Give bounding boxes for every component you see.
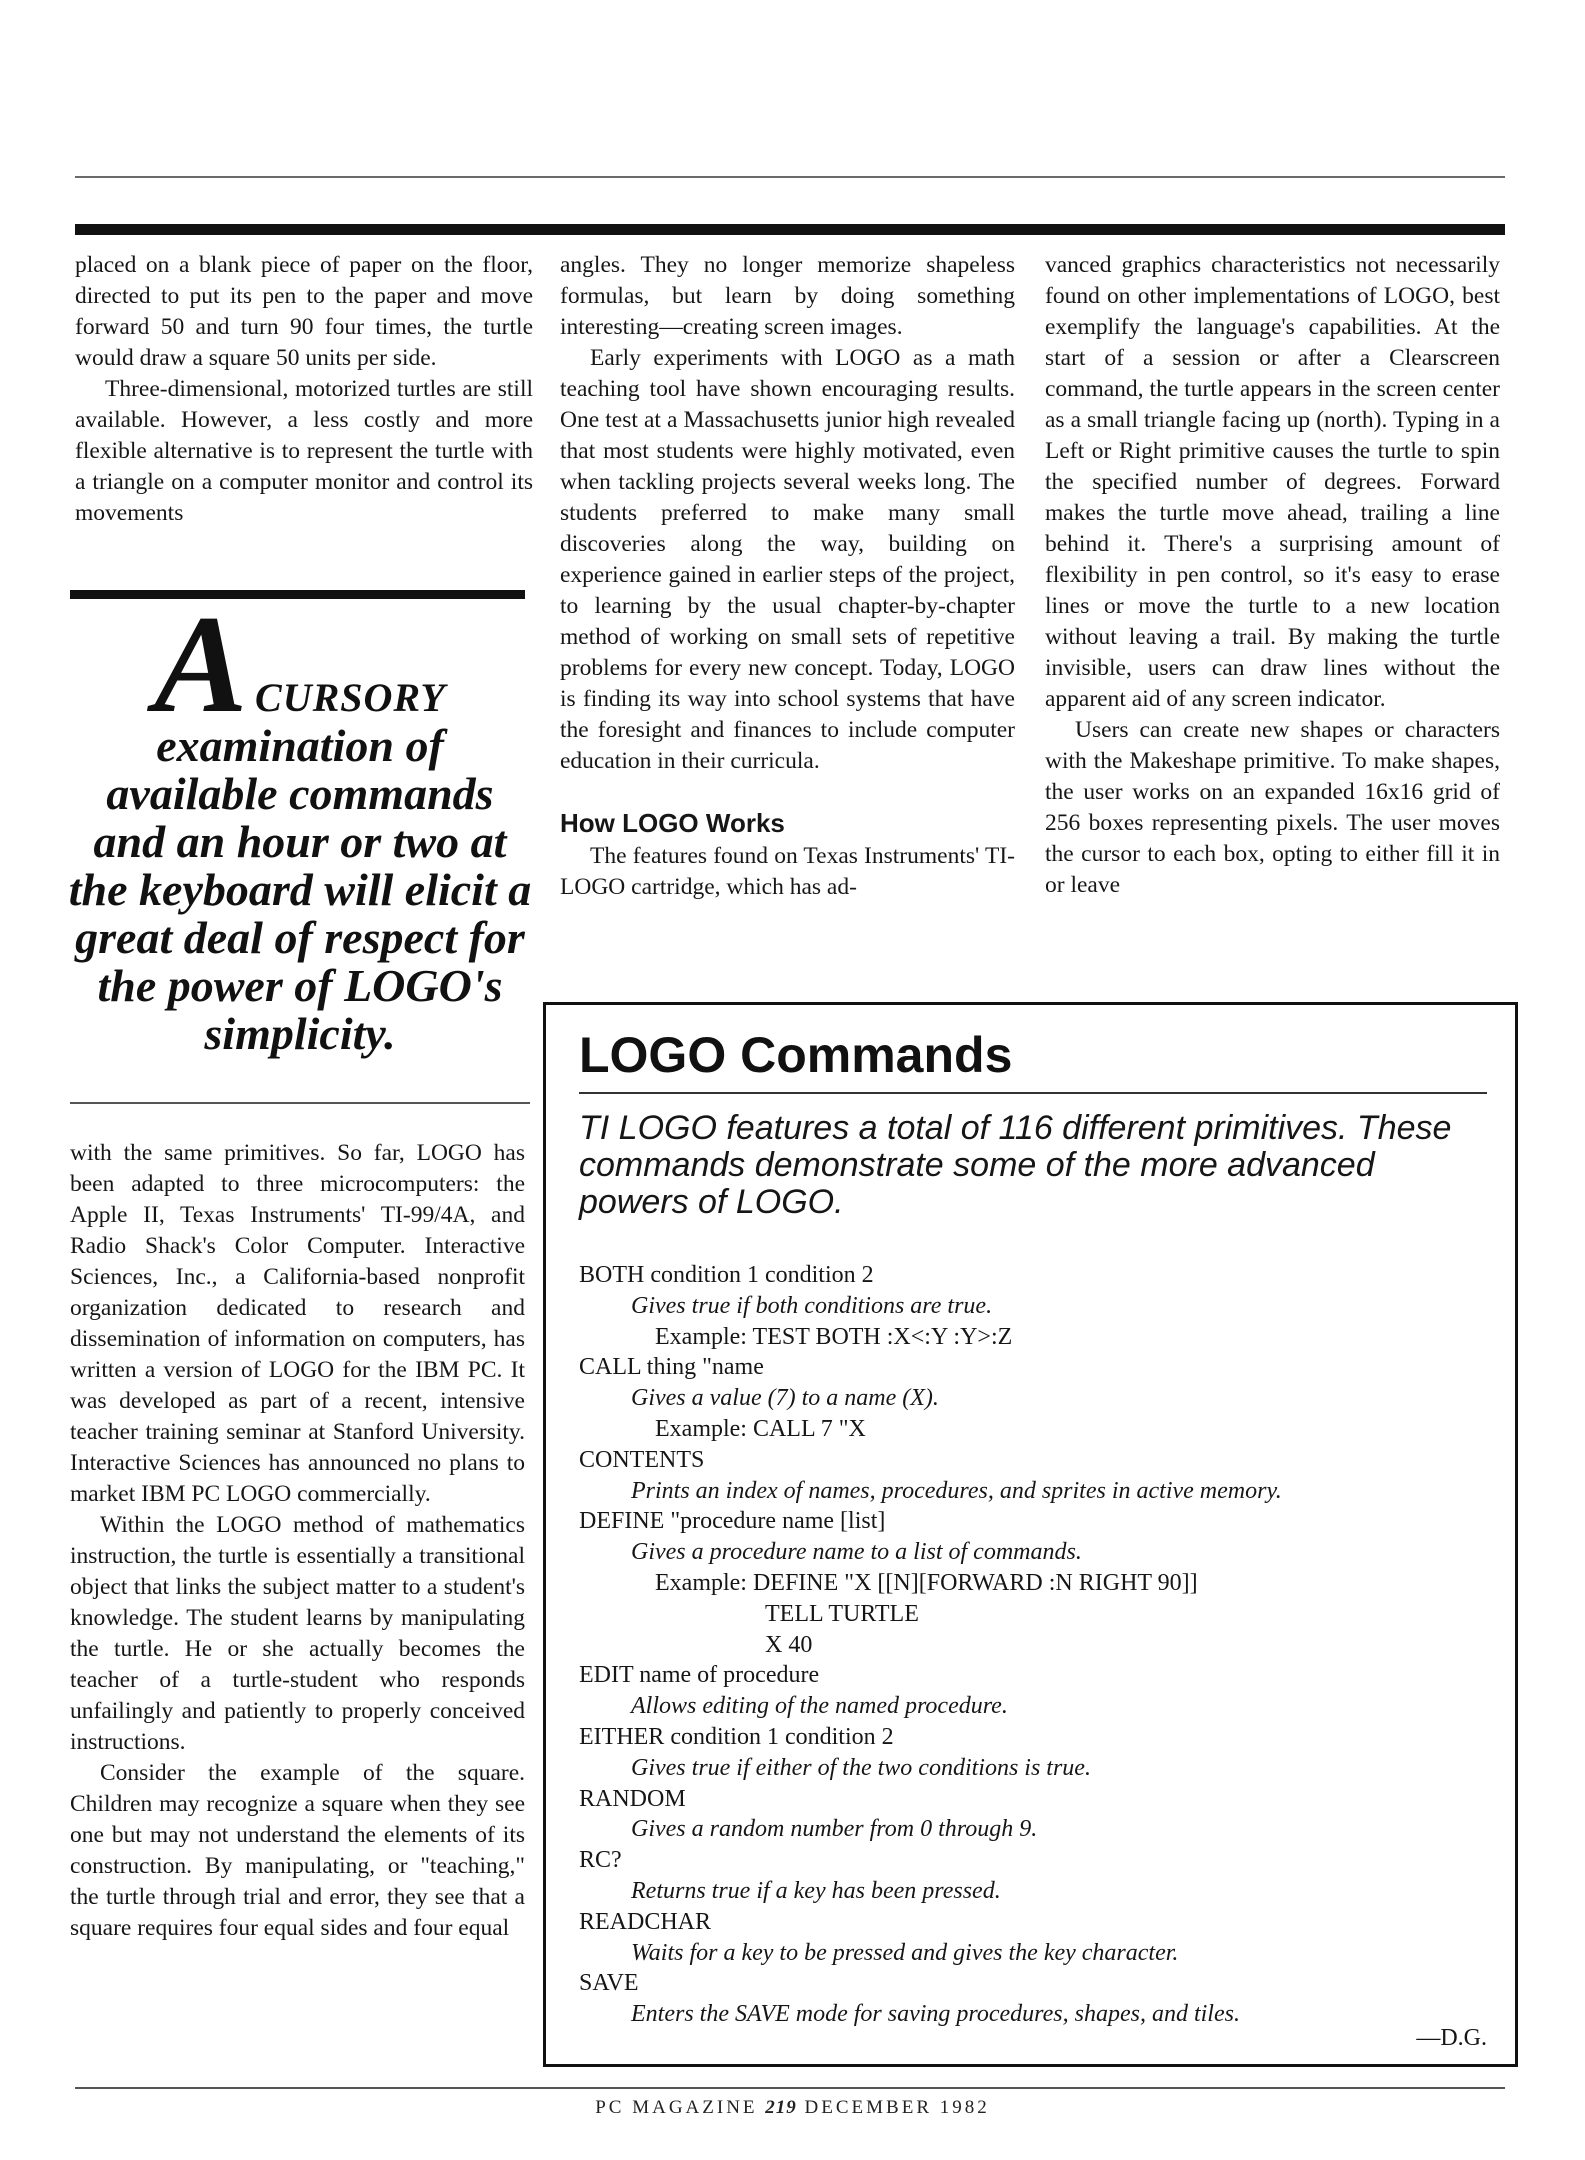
footer-rule	[75, 2087, 1505, 2089]
column-1-bottom	[70, 1138, 525, 1944]
command-example: Example: TEST BOTH :X<:Y :Y>:Z	[655, 1323, 1013, 1350]
command-description: Gives a random number from 0 through 9.	[631, 1816, 1038, 1843]
command-description: Prints an index of names, procedures, and sprites in active memory.	[631, 1477, 1282, 1504]
command-description: Gives true if both conditions are true.	[631, 1292, 993, 1319]
column-1-top	[75, 250, 533, 529]
header-rule-thick	[75, 224, 1505, 235]
command-description: Enters the SAVE mode for saving procedures, shapes, and tiles.	[631, 2001, 1240, 2028]
command-description: Allows editing of the named procedure.	[631, 1693, 1008, 1720]
command-example: Example: CALL 7 "X	[655, 1415, 866, 1442]
command-name: CALL thing "name	[579, 1354, 764, 1381]
sidebar-title: LOGO Commands	[579, 1027, 1013, 1083]
paragraph: Three-dimensional, motorized turtles are still available. However, a less costly and more flexible alternative is to represent the turtle with a triangle on a computer monitor and control its movements	[75, 376, 533, 526]
paragraph: vanced graphics characteristics not necessarily found on other implementations of LOGO, best exemplify the language's capabilities. At the start of a session or after a Clearscreen command, the turtle appears in the screen center as a small triangle facing up (north). Typing in a Left or Right primitive causes the turtle to spin the specified number of degrees. Forward makes the turtle move ahead, trailing a line behind it. There's a surprising amount of flexibility in pen control, so it's easy to erase lines or move the turtle to a new location without leaving a trail. By making the turtle invisible, users can draw lines without the apparent aid of any screen indicator.	[1045, 252, 1500, 712]
command-example-continued: X 40	[765, 1631, 813, 1658]
sidebar-title-rule	[579, 1092, 1487, 1094]
footer-magazine: PC MAGAZINE	[595, 2097, 758, 2118]
pullquote-text: examination of available commands and an hour or two at the keyboard will elicit a great deal of respect for the power of LOGO's simplicity.	[68, 720, 532, 1059]
paragraph: Early experiments with LOGO as a math teaching tool have shown encouraging results. One test at a Massachusetts junior high revealed that most students were highly motivated, even when tackling projects several weeks long. The students preferred to make many small discoveries along the way, building on experience gained in earlier steps of the project, to learning by the usual chapter-by-chapter method of working on small sets of repetitive problems for every new concept. Today, LOGO is finding its way into school systems that have the foresight and finances to include computer education in their curricula.	[560, 345, 1015, 774]
pullquote-lead: CURSORY	[255, 675, 446, 720]
command-example: Example: DEFINE "X [[N][FORWARD :N RIGHT 90]]	[655, 1569, 1198, 1596]
author-signature: —D.G.	[1416, 2025, 1487, 2051]
paragraph: with the same primitives. So far, LOGO has been adapted to three microcomputers: the Apple II, Texas Instruments' TI-99/4A, and Radio Shack's Color Computer. Interactive Sciences, Inc., a California-based nonprofit organization dedicated to research and dissemination of information on computers, has written a version of LOGO for the IBM PC. It was developed as part of a recent, intensive teacher training seminar at Stanford University. Interactive Sciences has announced no plans to market IBM PC LOGO commercially.	[70, 1140, 525, 1507]
paragraph: Consider the example of the square. Children may recognize a square when they see one but may not understand the elements of its construction. By manipulating, or "teaching," the turtle through trial and error, they see that a square requires four equal sides and four equal	[70, 1760, 525, 1941]
page-footer	[0, 2097, 1585, 2119]
command-example-continued: TELL TURTLE	[765, 1600, 919, 1627]
paragraph: angles. They no longer memorize shapeless formulas, but learn by doing something interesting—creating screen images.	[560, 252, 1015, 340]
command-name: READCHAR	[579, 1908, 712, 1935]
command-name: CONTENTS	[579, 1446, 705, 1473]
command-name: EITHER condition 1 condition 2	[579, 1723, 894, 1750]
pullquote-rule-top	[70, 590, 525, 599]
command-description: Returns true if a key has been pressed.	[631, 1877, 1001, 1904]
column-2	[560, 250, 1015, 903]
command-name: EDIT name of procedure	[579, 1662, 820, 1689]
command-description: Gives a procedure name to a list of commands.	[631, 1539, 1082, 1566]
command-name: BOTH condition 1 condition 2	[579, 1262, 874, 1288]
command-name: RC?	[579, 1847, 622, 1874]
paragraph: Users can create new shapes or characters with the Makeshape primitive. To make shapes, the user works on an expanded 16x16 grid of 256 boxes representing pixels. The user moves the cursor to each box, opting to either fill it in or leave	[1045, 717, 1500, 898]
pullquote-rule-bottom	[70, 1102, 530, 1104]
pullquote-dropcap: A	[154, 587, 244, 742]
paragraph: Within the LOGO method of mathematics instruction, the turtle is essentially a transitional object that links the subject matter to a student's knowledge. The student learns by manipulating the turtle. He or she actually becomes the teacher of a turtle-student who responds unfailingly and patiently to properly conceived instructions.	[70, 1512, 525, 1755]
command-list	[579, 1260, 1489, 2030]
footer-page-number: 219	[765, 2097, 797, 2118]
command-name: RANDOM	[579, 1785, 686, 1812]
column-3	[1045, 250, 1500, 901]
footer-date: DECEMBER 1982	[804, 2097, 990, 2118]
pullquote	[65, 587, 535, 1059]
header-rule-thin	[75, 176, 1505, 178]
command-description: Gives a value (7) to a name (X).	[631, 1385, 939, 1412]
command-description: Gives true if either of the two conditions is true.	[631, 1754, 1091, 1781]
sidebar-intro: TI LOGO features a total of 116 different primitives. These commands demonstrate some of the more advanced powers of LOGO.	[579, 1109, 1452, 1221]
paragraph: placed on a blank piece of paper on the floor, directed to put its pen to the paper and move forward 50 and turn 90 four times, the turtle would draw a square 50 units per side.	[75, 252, 533, 371]
command-name: DEFINE "procedure name [list]	[579, 1508, 886, 1535]
command-name: SAVE	[579, 1970, 639, 1997]
command-description: Waits for a key to be pressed and gives the key character.	[631, 1939, 1179, 1966]
paragraph: The features found on Texas Instruments' TI-LOGO cartridge, which has ad-	[560, 843, 1015, 900]
section-heading: How LOGO Works	[560, 808, 785, 838]
logo-commands-sidebar	[543, 1002, 1518, 2067]
